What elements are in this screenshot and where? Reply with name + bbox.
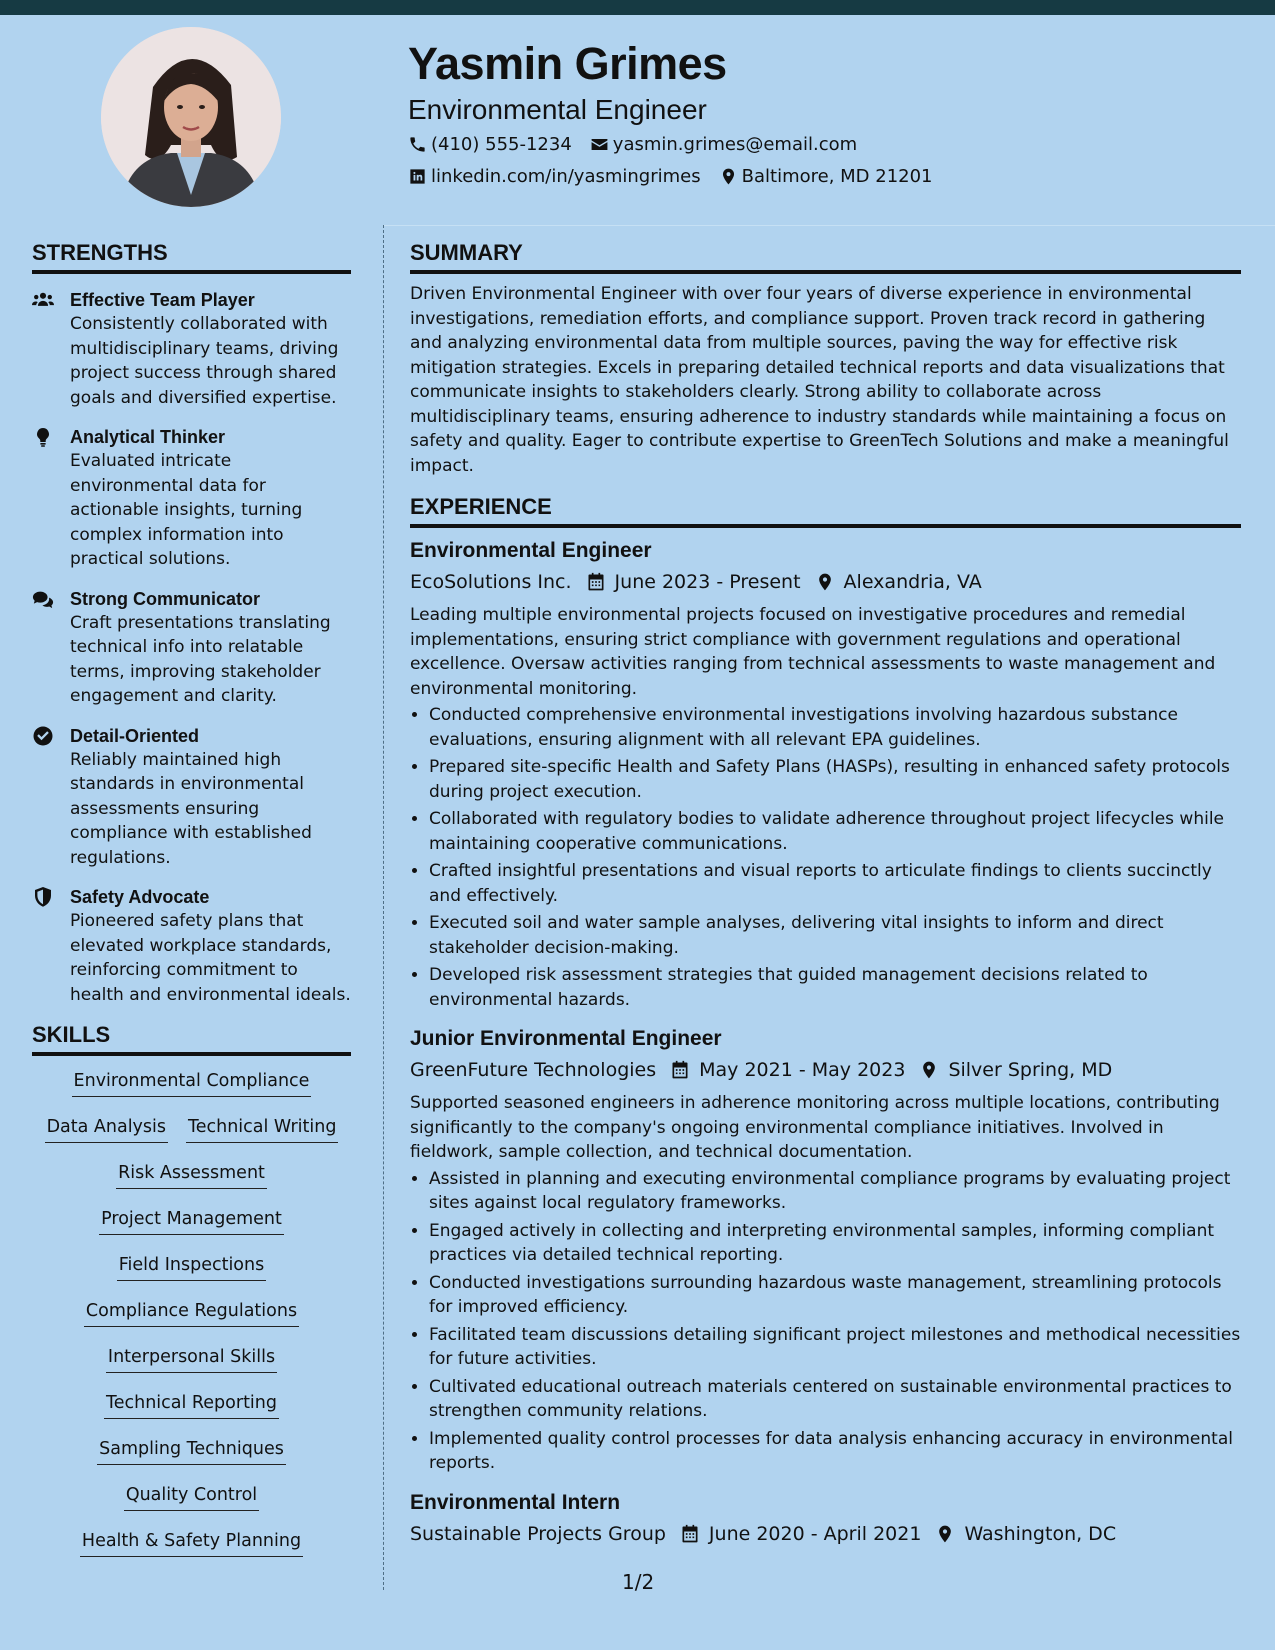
- job-entry: [410, 1024, 1241, 1476]
- experience-heading: EXPERIENCE: [410, 494, 1241, 528]
- job-company: [410, 1055, 656, 1085]
- comments-icon: [32, 589, 54, 609]
- strength-desc: Evaluated intricate environmental data for actionable insights, turning complex information into practical solutions.: [70, 451, 303, 569]
- job-dates: [670, 1055, 905, 1085]
- profile-photo: [101, 27, 281, 207]
- skill-tag: Sampling Techniques: [97, 1438, 286, 1465]
- strength-item: [32, 885, 351, 1007]
- map-pin-icon: [815, 572, 835, 592]
- job-dates: [680, 1519, 922, 1549]
- strength-item: [32, 288, 351, 410]
- job-meta: [410, 1055, 1241, 1085]
- bullet-item: • Assisted in planning and executing environmental compliance programs by evaluating project sites against local regulatory frameworks.: [429, 1167, 1241, 1216]
- strength-item: [32, 724, 351, 871]
- candidate-title: Environmental Engineer: [408, 94, 707, 125]
- bullet-item: • Implemented quality control processes for data analysis enhancing accuracy in environmental reports.: [429, 1427, 1241, 1476]
- job-dates: [586, 567, 801, 597]
- lightbulb-icon: [32, 427, 54, 447]
- skill-tag: Health & Safety Planning: [80, 1530, 303, 1557]
- phone-icon: [408, 135, 427, 154]
- top-bar: [0, 0, 1275, 15]
- summary-heading: SUMMARY: [410, 240, 1241, 274]
- strength-item: [32, 587, 351, 709]
- location-text: Silver Spring, MD: [948, 1059, 1113, 1081]
- dates-text: June 2020 - April 2021: [708, 1522, 922, 1545]
- skill-tag: Risk Assessment: [116, 1162, 267, 1189]
- dates-text: June 2023 - Present: [614, 571, 801, 593]
- skill-tag: Interpersonal Skills: [106, 1346, 277, 1373]
- job-bullets: [410, 1167, 1241, 1476]
- bullet-item: • Conducted comprehensive environmental investigations involving hazardous substance evaluations, ensuring alignment with all relevant EPA guidelines.: [429, 703, 1241, 752]
- company-name: Sustainable Projects Group: [410, 1522, 666, 1545]
- job-title: Environmental Intern: [410, 1490, 621, 1514]
- strength-name: Safety Advocate: [70, 887, 210, 907]
- job-location: [815, 567, 982, 597]
- bullet-item: • Cultivated educational outreach materials centered on sustainable environmental practices to strengthen community relations.: [429, 1375, 1241, 1424]
- candidate-name: Yasmin Grimes: [408, 38, 727, 89]
- company-name: EcoSolutions Inc.: [410, 571, 572, 593]
- job-bullets: [410, 703, 1241, 1012]
- calendar-icon: [680, 1524, 700, 1544]
- location-contact: [719, 166, 933, 187]
- job-meta: [410, 1519, 1241, 1549]
- dates-text: May 2021 - May 2023: [699, 1059, 906, 1081]
- skill-tag: Environmental Compliance: [72, 1070, 312, 1097]
- linkedin-icon: [408, 167, 427, 186]
- summary-text: Driven Environmental Engineer with over four years of diverse experience in environmental investigations, remediation efforts, and compliance support. Proven track record in gathering and analyzing environmental data from multiple sources, paving the way for effective risk mitigation strategies. Excels in preparing detailed technical reports and data visualizations that communicate insights to stakeholders clearly. Strong ability to collaborate across multidisciplinary teams, ensuring adherence to industry standards while maintaining a focus on safety and quality. Eager to contribute expertise to GreenTech Solutions and make a meaningful impact.: [410, 284, 1229, 476]
- skill-tag: Technical Reporting: [104, 1392, 279, 1419]
- job-description: Supported seasoned engineers in adherence monitoring across multiple locations, contributing significantly to the company's ongoing environmental compliance initiatives. Involved in fieldwork, sample collection, and technical documentation.: [410, 1093, 1220, 1162]
- job-location: [919, 1055, 1112, 1085]
- skill-tag: Technical Writing: [186, 1116, 338, 1143]
- bullet-item: • Developed risk assessment strategies that guided management decisions related to environmental hazards.: [429, 963, 1241, 1012]
- job-description: Leading multiple environmental projects focused on investigative procedures and remedial implementations, ensuring strict compliance with government regulations and operational excellence. Oversaw activities ranging from technical assessments to waste management and environmental monitoring.: [410, 605, 1216, 699]
- job-company: [410, 1519, 666, 1549]
- contact-row-2: [408, 166, 951, 187]
- strengths-heading: STRENGTHS: [32, 240, 351, 274]
- skills-list: [32, 1070, 351, 1576]
- strength-name: Effective Team Player: [70, 290, 255, 310]
- calendar-icon: [586, 572, 606, 592]
- strength-name: Strong Communicator: [70, 588, 261, 609]
- company-name: GreenFuture Technologies: [410, 1059, 657, 1081]
- bullet-item: • Facilitated team discussions detailing significant project milestones and methodical necessities for future activities.: [429, 1323, 1241, 1372]
- email-link[interactable]: yasmin.grimes@email.com: [612, 134, 858, 155]
- job-location: [935, 1519, 1116, 1549]
- bullet-item: • Crafted insightful presentations and visual reports to articulate findings to clients succinctly and effectively.: [429, 859, 1241, 908]
- location-text: Alexandria, VA: [843, 571, 982, 593]
- page-number: 1/2: [622, 1570, 655, 1594]
- skill-tag: Compliance Regulations: [84, 1300, 299, 1327]
- bullet-item: • Executed soil and water sample analyses, delivering vital insights to inform and direct stakeholder decision-making.: [429, 911, 1241, 960]
- bullet-item: • Conducted investigations surrounding hazardous waste management, streamlining protocols for improved efficiency.: [429, 1271, 1241, 1320]
- job-entry: [410, 1488, 1241, 1549]
- map-pin-icon: [719, 167, 738, 186]
- linkedin-link[interactable]: linkedin.com/in/yasmingrimes: [431, 166, 701, 187]
- strength-name: Detail-Oriented: [70, 725, 200, 746]
- check-circle-icon: [32, 726, 54, 746]
- skill-tag: Project Management: [99, 1208, 284, 1235]
- job-title: Environmental Engineer: [410, 539, 652, 562]
- map-pin-icon: [919, 1060, 939, 1080]
- email-contact: [590, 134, 857, 155]
- calendar-icon: [670, 1060, 690, 1080]
- location-text: Washington, DC: [964, 1522, 1117, 1545]
- header-divider: [383, 225, 1275, 226]
- envelope-icon: [590, 135, 609, 154]
- strengths-list: [32, 288, 351, 1007]
- job-meta: [410, 567, 1241, 597]
- job-company: [410, 567, 572, 597]
- phone-text[interactable]: (410) 555-1234: [431, 134, 572, 155]
- shield-icon: [32, 887, 54, 907]
- column-divider: [383, 225, 384, 1590]
- strength-desc: Reliably maintained high standards in environmental assessments ensuring compliance with established regulations.: [70, 749, 312, 868]
- location-text: Baltimore, MD 21201: [741, 166, 933, 187]
- skill-tag: Data Analysis: [45, 1116, 168, 1143]
- strength-desc: Craft presentations translating technical info into relatable terms, improving stakeholder engagement and clarity.: [70, 612, 331, 706]
- skill-tag: Field Inspections: [117, 1254, 266, 1281]
- bullet-item: • Collaborated with regulatory bodies to validate adherence throughout project lifecycles while maintaining cooperative communications.: [429, 807, 1241, 856]
- left-column: [32, 240, 351, 1576]
- skill-tag: Quality Control: [124, 1484, 259, 1511]
- contact-row-1: [408, 134, 875, 155]
- job-title: Junior Environmental Engineer: [410, 1027, 722, 1050]
- strength-desc: Consistently collaborated with multidisciplinary teams, driving project success through shared goals and diversified expertise.: [70, 314, 339, 408]
- strength-desc: Pioneered safety plans that elevated workplace standards, reinforcing commitment to health and environmental ideals.: [70, 911, 351, 1005]
- job-entry: [410, 536, 1241, 1012]
- profile-photo-image: [101, 27, 281, 207]
- bullet-item: • Prepared site-specific Health and Safety Plans (HASPs), resulting in enhanced safety protocols during project execution.: [429, 755, 1241, 804]
- strength-name: Analytical Thinker: [70, 427, 226, 447]
- phone-contact: [408, 134, 572, 155]
- map-pin-icon: [935, 1524, 955, 1544]
- right-column: [410, 240, 1241, 1549]
- experience-list: [410, 536, 1241, 1549]
- linkedin-contact: [408, 166, 701, 187]
- skills-heading: SKILLS: [32, 1022, 351, 1056]
- users-icon: [32, 290, 54, 310]
- bullet-item: • Engaged actively in collecting and interpreting environmental samples, informing compliant practices via detailed technical reporting.: [429, 1219, 1241, 1268]
- strength-item: [32, 425, 351, 572]
